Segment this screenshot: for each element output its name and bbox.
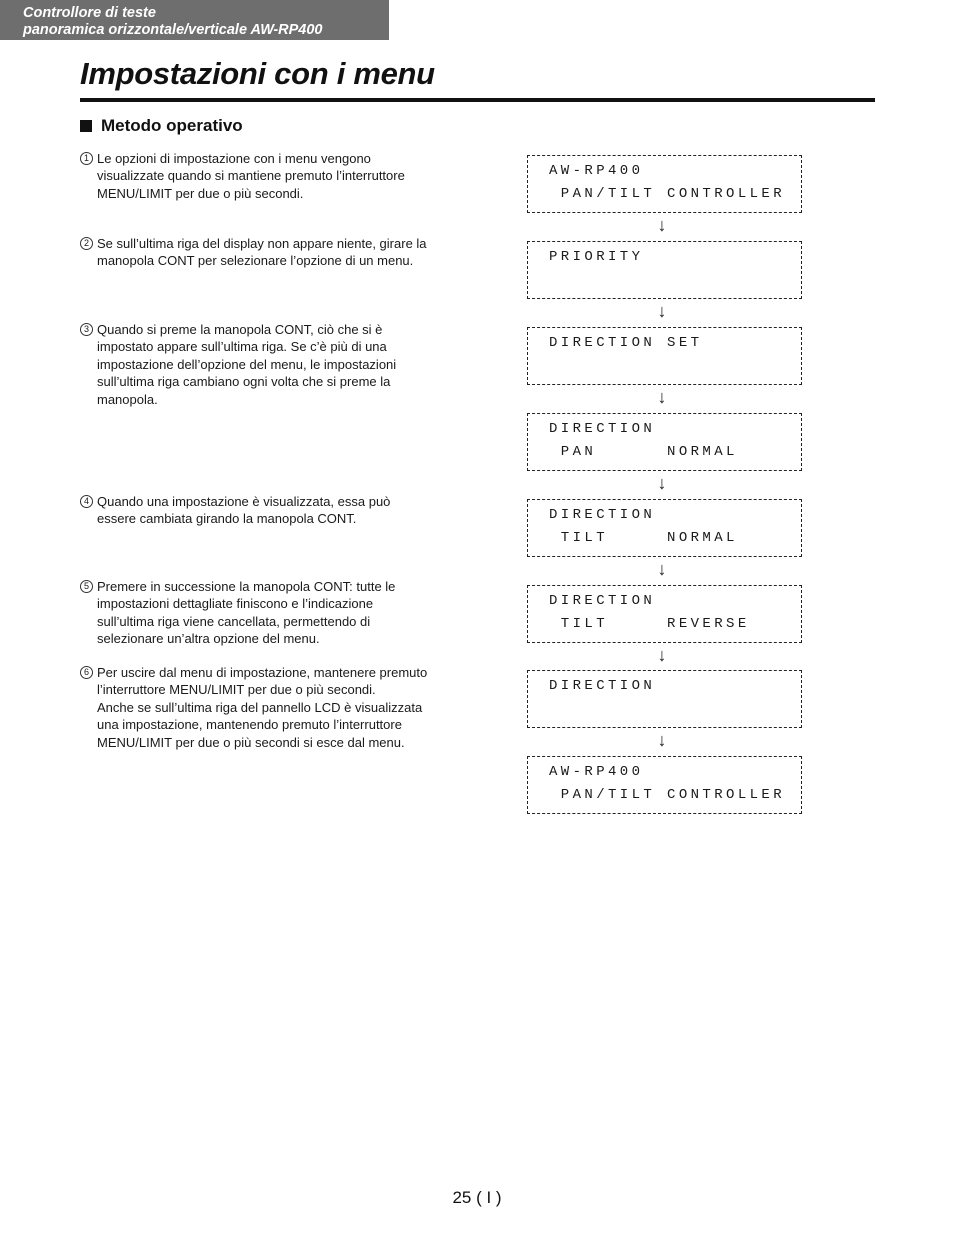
step-text: Quando si preme la manopola CONT, ciò che si è impostato appare sull’ultima riga. Se c’è più di una impostazione dell’opzione del menu, le impostazioni sull’ultima riga cambiano ogni volta che si preme la manopola. (97, 322, 397, 407)
lcd-line-2: PAN/TILT CONTROLLER (549, 186, 786, 202)
step-1 (80, 150, 470, 202)
circled-number-icon: 1 (80, 152, 93, 165)
down-arrow-icon: ↓ (657, 645, 667, 665)
down-arrow-icon: ↓ (657, 387, 667, 407)
circled-number-icon: 6 (80, 666, 93, 679)
header-tab (0, 0, 389, 40)
lcd-line-1: DIRECTION SET (549, 335, 703, 351)
circled-number-icon: 3 (80, 323, 93, 336)
section-heading (80, 116, 243, 136)
lcd-line-1: AW-RP400 (549, 764, 644, 780)
lcd-line-2: TILT REVERSE (549, 616, 750, 632)
lcd-line-2: PAN/TILT CONTROLLER (549, 787, 786, 803)
down-arrow-icon: ↓ (657, 473, 667, 493)
header-line-1: Controllore di teste (23, 5, 156, 21)
lcd-line-1: PRIORITY (549, 249, 644, 265)
circled-number-icon: 2 (80, 237, 93, 250)
step-4 (80, 493, 470, 528)
step-3 (80, 321, 470, 408)
lcd-screen (527, 413, 802, 471)
page-number: 25 ( I ) (452, 1188, 502, 1207)
lcd-screen (527, 499, 802, 557)
step-text: Premere in successione la manopola CONT: tutte le impostazioni dettagliate finiscono e l’indicazione sull’ultima riga viene cancellata, permettendo di selezionare un’altra opzione del menu. (97, 579, 396, 647)
step-2 (80, 235, 470, 270)
lcd-line-1: DIRECTION (549, 507, 656, 523)
square-bullet-icon (80, 120, 92, 132)
lcd-line-2: TILT NORMAL (549, 530, 738, 546)
step-6 (80, 664, 470, 751)
lcd-line-1: AW-RP400 (549, 163, 644, 179)
lcd-screen (527, 327, 802, 385)
down-arrow-icon: ↓ (657, 301, 667, 321)
lcd-line-1: DIRECTION (549, 421, 656, 437)
lcd-screen (527, 585, 802, 643)
lcd-screen (527, 756, 802, 814)
header-line-2: panoramica orizzontale/verticale AW-RP400 (23, 22, 323, 38)
page-title: Impostazioni con i menu (80, 56, 435, 91)
step-text: Quando una impostazione è visualizzata, essa può essere cambiata girando la manopola CONT. (97, 494, 391, 527)
step-text: Le opzioni di impostazione con i menu vengono visualizzate quando si mantiene premuto l’interruttore MENU/LIMIT per due o più secondi. (97, 151, 405, 201)
down-arrow-icon: ↓ (657, 559, 667, 579)
lcd-line-2: PAN NORMAL (549, 444, 738, 460)
lcd-line-1: DIRECTION (549, 678, 656, 694)
lcd-screen (527, 241, 802, 299)
down-arrow-icon: ↓ (657, 730, 667, 750)
circled-number-icon: 5 (80, 580, 93, 593)
step-text: Se sull’ultima riga del display non appare niente, girare la manopola CONT per selezionare l’opzione di un menu. (97, 236, 427, 269)
lcd-line-1: DIRECTION (549, 593, 656, 609)
down-arrow-icon: ↓ (657, 215, 667, 235)
section-heading-text: Metodo operativo (101, 116, 243, 135)
lcd-screen (527, 155, 802, 213)
title-rule (80, 98, 875, 102)
lcd-screen (527, 670, 802, 728)
step-text: Per uscire dal menu di impostazione, mantenere premuto l’interruttore MENU/LIMIT per due o più secondi. Anche se sull’ultima riga del pannello LCD è visualizzata una impostazione, mantenendo premuto l’interruttore MENU/LIMIT per due o più secondi si esce dal menu. (97, 665, 428, 750)
step-5 (80, 578, 470, 648)
circled-number-icon: 4 (80, 495, 93, 508)
